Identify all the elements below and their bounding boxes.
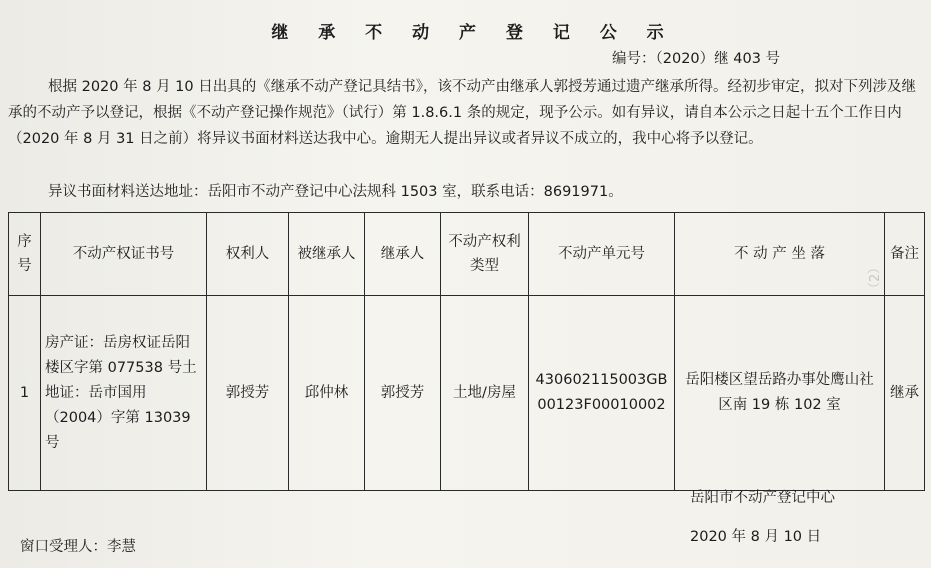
objection-address-line: 异议书面材料送达地址：岳阳市不动产登记中心法规科 1503 室，联系电话：8691971。	[48, 184, 623, 200]
table-header-row	[9, 213, 925, 296]
cell-decedent: 邱仲林	[289, 296, 365, 491]
document-number: 编号：（2020）继 403 号	[612, 51, 781, 67]
cell-cert-no: 房产证：岳房权证岳阳楼区字第 077538 号土地证：岳市国用（2004）字第 13039 号	[41, 296, 207, 491]
cell-unit-no: 430602115003GB00123F00010002	[529, 296, 675, 491]
notice-title: 继 承 不 动 产 登 记 公 示	[271, 23, 676, 43]
table-row	[9, 296, 925, 491]
cell-right-holder: 郭授芳	[207, 296, 289, 491]
header-right-holder: 权利人	[207, 213, 289, 296]
cell-location: 岳阳楼区望岳路办事处鹰山社区南 19 栋 102 室	[675, 296, 885, 491]
cell-seq: 1	[9, 296, 41, 491]
header-heir: 继承人	[365, 213, 441, 296]
issuing-authority: 岳阳市不动产登记中心	[690, 490, 835, 506]
issue-date: 2020 年 8 月 10 日	[690, 529, 822, 545]
registration-table	[8, 212, 925, 491]
header-decedent: 被继承人	[289, 213, 365, 296]
header-right-type: 不动产权利类型	[441, 213, 529, 296]
header-remark: 备注	[885, 213, 925, 296]
bleed-through-text: （2）	[868, 260, 883, 295]
header-seq: 序号	[9, 213, 41, 296]
cell-heir: 郭授芳	[365, 296, 441, 491]
window-clerk: 窗口受理人：李慧	[20, 539, 136, 555]
cell-remark: 继承	[885, 296, 925, 491]
header-location: 不 动 产 坐 落	[675, 213, 885, 296]
header-cert-no: 不动产权证书号	[41, 213, 207, 296]
notice-body-paragraph: 根据 2020 年 8 月 10 日出具的《继承不动产登记具结书》，该不动产由继承人郭授芳通过遗产继承所得。经初步审定，拟对下列涉及继承的不动产予以登记，根据《不动产登记操作规范》（试行）第 1.8.6.1 条的规定，现予公示。如有异议，请自本公示之日起十五个工作日内（2020 年 8 月 31 日之前）将异议书面材料送达我中心。逾期无人提出异议或者异议不成立的，我中心将予以登记。	[8, 79, 916, 147]
cell-right-type: 土地/房屋	[441, 296, 529, 491]
header-unit-no: 不动产单元号	[529, 213, 675, 296]
